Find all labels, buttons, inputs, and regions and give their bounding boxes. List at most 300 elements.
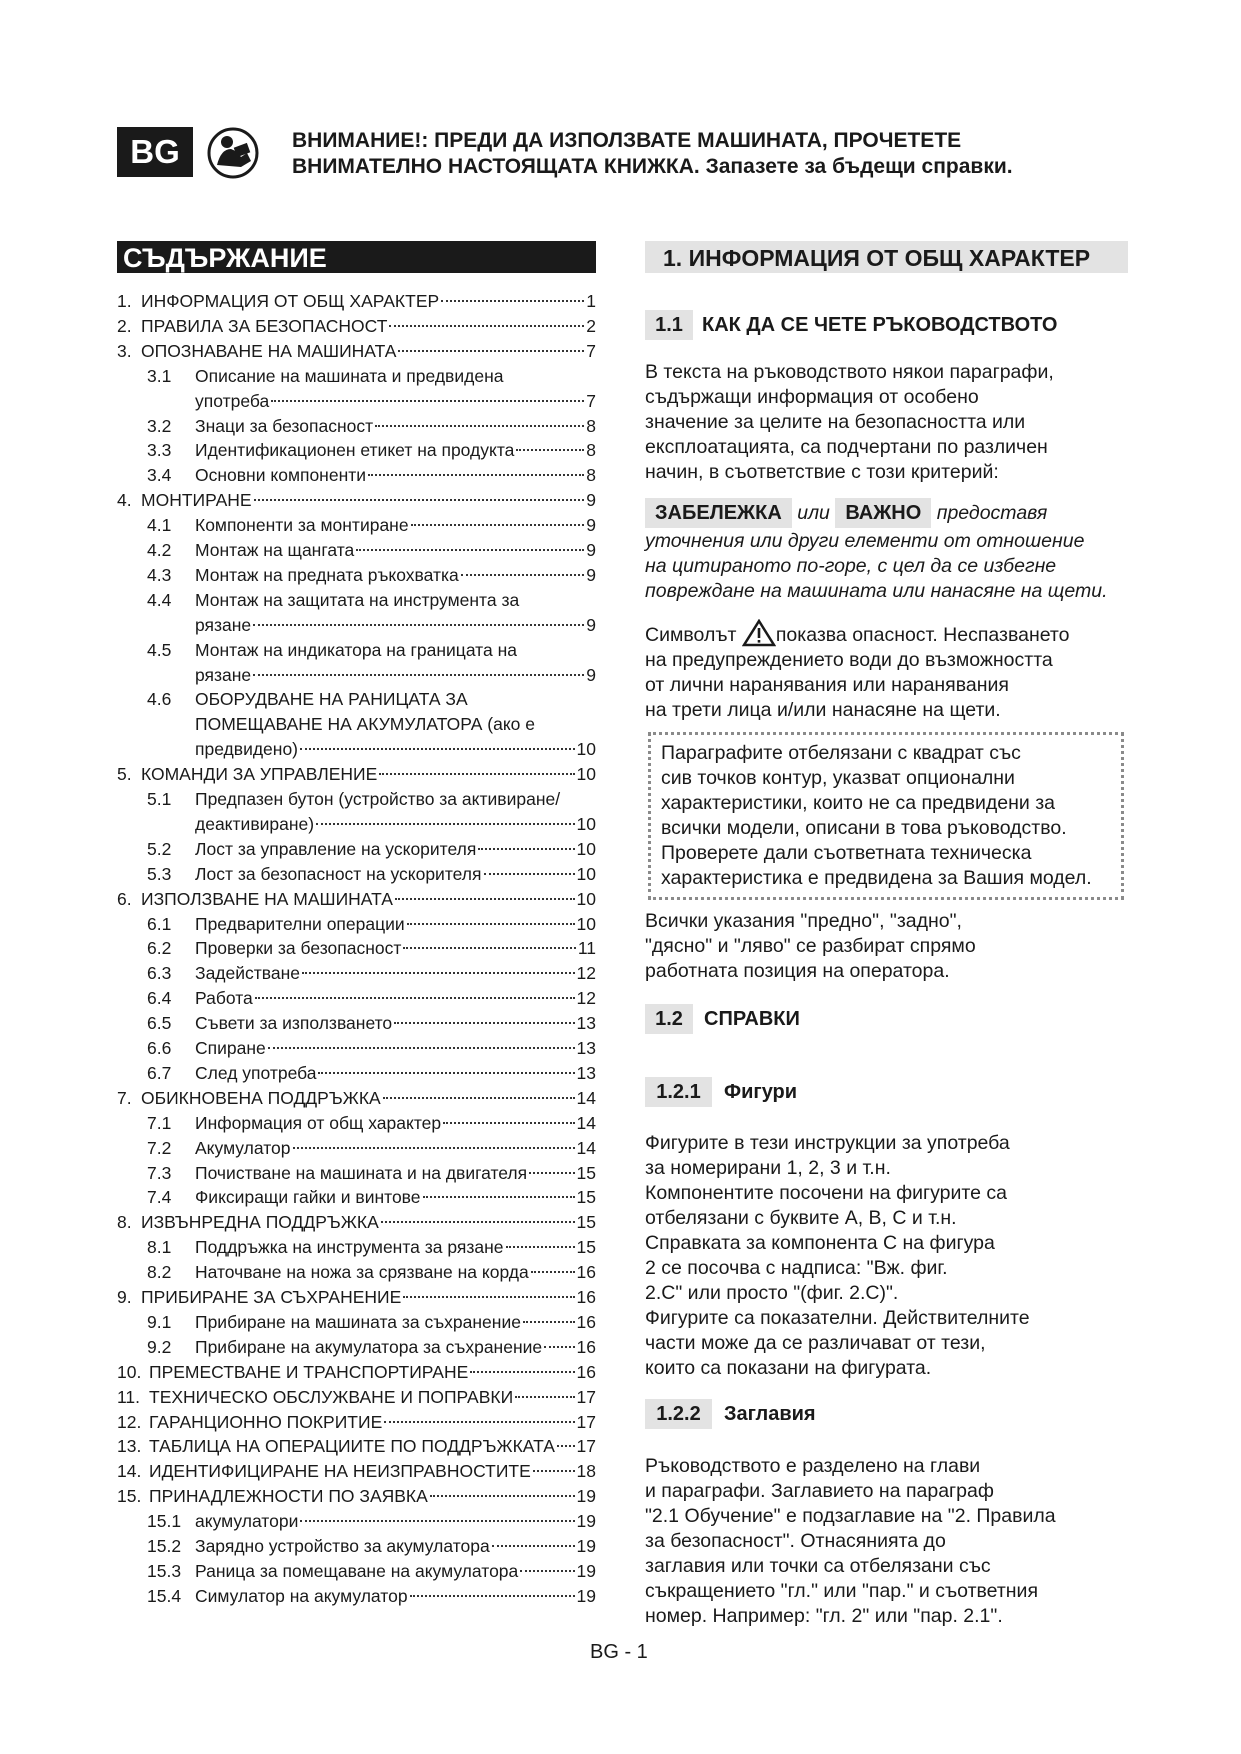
toc-entry-page: 9 xyxy=(586,614,596,635)
subsection-1-1-title: КАК ДА СЕ ЧЕТЕ РЪКОВОДСТВОТО xyxy=(702,314,1058,336)
toc-entry-label: Монтаж на защитата на инструмента за xyxy=(195,589,520,610)
toc-entry[interactable] xyxy=(147,414,596,438)
toc-entry-number: 6. xyxy=(117,888,132,909)
text-line: от лични наранявания или наранявания xyxy=(645,674,1009,696)
warning-triangle-icon xyxy=(742,619,776,647)
toc-entry-label: рязане xyxy=(195,614,252,635)
toc-entry-label: Симулатор на акумулатор xyxy=(195,1585,408,1606)
danger-symbol-paragraph xyxy=(645,619,1145,723)
text-line: начин, в съответствие с този критерий: xyxy=(645,461,999,483)
toc-leader-dots xyxy=(407,923,575,925)
toc-entry-number: 1. xyxy=(117,291,132,311)
toc-leader-dots xyxy=(523,1321,575,1323)
symbol-before: Символът xyxy=(645,624,737,646)
toc-leader-dots xyxy=(394,1022,574,1024)
toc-entry[interactable] xyxy=(117,887,596,911)
toc-entry[interactable] xyxy=(117,762,596,786)
toc-leader-dots xyxy=(443,1122,574,1124)
toc-leader-dots xyxy=(529,1172,574,1174)
text-line: Проверете дали съответната техническа xyxy=(661,842,1032,864)
toc-entry-number: 4.4 xyxy=(147,589,172,610)
toc-leader-dots xyxy=(423,1196,575,1198)
toc-entry-page: 19 xyxy=(576,1560,596,1581)
toc-entry-number: 3.3 xyxy=(147,440,172,461)
toc-leader-dots xyxy=(268,1047,575,1049)
toc-entry[interactable] xyxy=(147,364,596,388)
toc-entry-label: ОБОРУДВАНЕ НА РАНИЦАТА ЗА xyxy=(195,689,468,710)
toc-entry[interactable] xyxy=(147,538,596,562)
toc-entry[interactable] xyxy=(147,1136,596,1160)
toc-entry-number: 6.6 xyxy=(147,1038,172,1058)
toc-leader-dots xyxy=(484,873,575,875)
toc-entry-page: 9 xyxy=(586,515,596,536)
text-line: Параграфите отбелязани с квадрат със xyxy=(661,742,1021,764)
toc-entry-page: 10 xyxy=(576,838,596,859)
toc-entry-label: употреба xyxy=(195,390,270,411)
toc-entry-number: 6.5 xyxy=(147,1013,172,1034)
toc-leader-dots xyxy=(411,524,585,526)
toc-entry-label: Идентификационен етикет на продукта xyxy=(195,440,515,461)
toc-entry[interactable] xyxy=(147,1235,596,1259)
toc-entry[interactable] xyxy=(147,1185,596,1209)
toc-entry[interactable] xyxy=(117,1086,596,1110)
toc-entry[interactable] xyxy=(195,712,596,736)
toc-entry-page: 10 xyxy=(576,863,596,884)
toc-entry[interactable] xyxy=(147,936,596,960)
toc-entry-page: 10 xyxy=(576,764,596,785)
toc-leader-dots xyxy=(300,1520,574,1522)
toc-entry-label: Поддръжка на инструмента за рязане xyxy=(195,1237,504,1258)
toc-entry-page: 10 xyxy=(576,813,596,834)
toc-entry-page: 11 xyxy=(577,938,596,959)
toc-entry-page: 12 xyxy=(576,988,596,1009)
text-line: които са показани на фигурата. xyxy=(645,1357,932,1379)
toc-entry-page: 18 xyxy=(576,1461,596,1482)
toc-entry-page: 1 xyxy=(586,291,596,311)
toc-entry-number: 5. xyxy=(117,764,132,785)
toc-leader-dots xyxy=(430,1495,575,1497)
toc-entry-label: Информация от общ характер xyxy=(195,1112,442,1133)
toc-entry-page: 13 xyxy=(576,1013,596,1034)
toc-entry[interactable] xyxy=(147,1335,596,1359)
toc-entry-number: 2. xyxy=(117,315,132,336)
toc-entry-page: 19 xyxy=(576,1536,596,1556)
toc-entry-page: 10 xyxy=(576,913,596,934)
toc-entry-page: 16 xyxy=(576,1311,596,1332)
toc-leader-dots xyxy=(389,325,584,327)
toc-entry[interactable] xyxy=(147,438,596,462)
toc-entry-number: 9.1 xyxy=(147,1311,172,1332)
toc-entry[interactable] xyxy=(117,1360,596,1384)
toc-leader-dots xyxy=(254,499,585,501)
toc-entry-page: 12 xyxy=(576,963,596,984)
note-or: или xyxy=(797,502,830,524)
toc-entry[interactable] xyxy=(147,463,596,487)
toc-entry-number: 3. xyxy=(117,340,132,361)
warning-line-2: ВНИМАТЕЛНО НАСТОЯЩАТА КНИЖКА. Запазете за бъдещи справки. xyxy=(292,155,1013,178)
text-line: съкращението "гл." или "пар." и съответния xyxy=(645,1580,1038,1602)
toc-entry-page: 9 xyxy=(586,664,596,685)
toc-entry-label: Акумулатор xyxy=(195,1137,291,1158)
text-line: части може да се различават от тези, xyxy=(645,1332,986,1354)
toc-leader-dots xyxy=(403,947,575,949)
toc-entry[interactable] xyxy=(147,1534,596,1558)
toc-entry-page: 17 xyxy=(576,1386,596,1407)
toc-entry-label: ИЗПОЛЗВАНЕ НА МАШИНАТА xyxy=(141,888,393,909)
toc-entry[interactable] xyxy=(147,563,596,587)
toc-entry-number: 9.2 xyxy=(147,1336,172,1357)
toc-entry-page: 10 xyxy=(576,888,596,909)
titles-paragraph xyxy=(645,1454,1145,1629)
toc-entry-label: Раница за помещаване на акумулатора xyxy=(195,1560,519,1581)
toc-entry-number: 4.6 xyxy=(147,689,172,710)
toc-leader-dots xyxy=(271,400,584,402)
toc-entry-page: 14 xyxy=(576,1087,596,1108)
toc-leader-dots xyxy=(410,1595,575,1597)
toc-entry-label: КОМАНДИ ЗА УПРАВЛЕНИЕ xyxy=(141,764,378,785)
text-line: 2 се посочва с надписа: "Вж. фиг. xyxy=(645,1257,948,1279)
toc-entry[interactable] xyxy=(117,1459,596,1483)
toc-entry-page: 10 xyxy=(576,739,596,760)
toc-leader-dots xyxy=(293,1147,575,1149)
toc-entry-number: 6.4 xyxy=(147,988,172,1009)
toc-entry[interactable] xyxy=(147,787,596,811)
text-line: за номерирани 1, 2, 3 и т.н. xyxy=(645,1157,891,1179)
toc-entry-number: 6.7 xyxy=(147,1062,172,1083)
toc-entry-page: 13 xyxy=(576,1062,596,1083)
toc-leader-dots xyxy=(516,449,584,451)
toc-entry-label: ТЕХНИЧЕСКО ОБСЛУЖВАНЕ И ПОПРАВКИ xyxy=(149,1386,514,1407)
toc-entry-label: Задействане xyxy=(195,963,301,984)
toc-entry[interactable] xyxy=(117,289,596,313)
toc-leader-dots xyxy=(557,1445,575,1447)
toc-entry[interactable] xyxy=(117,339,596,363)
toc-entry-page: 16 xyxy=(576,1262,596,1283)
toc-entry-number: 5.2 xyxy=(147,838,172,859)
page-number: BG - 1 xyxy=(590,1641,648,1663)
toc-entry[interactable] xyxy=(147,1061,596,1085)
text-line: характеристики, които не са предвидени за xyxy=(661,792,1055,814)
toc-entry-number: 11. xyxy=(117,1386,141,1407)
toc-entry-label: След употреба xyxy=(195,1062,317,1083)
note-tag: ЗАБЕЛЕЖКА xyxy=(645,498,792,528)
toc-entry-number: 3.2 xyxy=(147,415,172,436)
toc-entry-label: Зарядно устройство за акумулатора xyxy=(195,1536,490,1556)
toc-leader-dots xyxy=(356,549,584,551)
toc-entry-number: 4.1 xyxy=(147,515,172,536)
toc-leader-dots xyxy=(403,1296,574,1298)
toc-leader-dots xyxy=(441,300,584,302)
safety-warning xyxy=(292,128,1152,180)
toc-leader-dots xyxy=(515,1396,574,1398)
toc-leader-dots xyxy=(375,425,584,427)
toc-entry[interactable] xyxy=(147,1161,596,1185)
toc-entry-page: 15 xyxy=(576,1162,596,1183)
text-line: експлоатацията, са подчертани по различен xyxy=(645,436,1048,458)
text-line: и параграфи. Заглавието на параграф xyxy=(645,1480,994,1502)
important-tag: ВАЖНО xyxy=(835,498,931,528)
toc-entry-number: 10. xyxy=(117,1361,142,1382)
toc-entry-label: ГАРАНЦИОННО ПОКРИТИЕ xyxy=(149,1411,383,1432)
intro-paragraph xyxy=(645,360,1145,485)
toc-entry-number: 7.1 xyxy=(147,1112,172,1133)
toc-entry[interactable] xyxy=(147,513,596,537)
toc-entry-number: 5.3 xyxy=(147,863,172,884)
text-line: Фигурите в тези инструкции за употреба xyxy=(645,1132,1010,1154)
text-line: повреждане на машината или нанасяне на щети. xyxy=(645,580,1108,602)
language-badge: BG xyxy=(117,127,193,177)
toc-leader-dots xyxy=(384,1421,574,1423)
toc-entry-number: 13. xyxy=(117,1436,142,1457)
toc-leader-dots xyxy=(318,1072,574,1074)
toc-entry[interactable] xyxy=(117,1434,596,1458)
toc-entry-label: Монтаж на щангата xyxy=(195,540,355,560)
toc-entry-number: 4.2 xyxy=(147,540,172,560)
toc-entry[interactable] xyxy=(147,1111,596,1135)
toc-leader-dots xyxy=(316,823,574,825)
toc-entry-number: 4.3 xyxy=(147,564,172,585)
toc-entry-label: Прибиране на машината за съхранение xyxy=(195,1311,521,1332)
text-line: Ръководството е разделено на глави xyxy=(645,1455,981,1477)
text-line: "дясно" и "ляво" се разбират спрямо xyxy=(645,935,976,957)
toc-entry-label: Фиксиращи гайки и винтове xyxy=(195,1187,421,1208)
text-line: уточнения или други елементи от отношение xyxy=(645,530,1085,552)
toc-entry-number: 7.3 xyxy=(147,1162,172,1183)
toc-entry-label: ОПОЗНАВАНЕ НА МАШИНАТА xyxy=(141,340,397,361)
toc-entry[interactable] xyxy=(117,1385,596,1409)
toc-entry[interactable] xyxy=(147,588,596,612)
toc-entry-label: ТАБЛИЦА НА ОПЕРАЦИИТЕ ПО ПОДДРЪЖКАТА xyxy=(149,1436,555,1457)
toc-entry[interactable] xyxy=(147,1036,596,1060)
toc-entry[interactable] xyxy=(195,613,596,637)
toc-entry-number: 4. xyxy=(117,490,132,511)
toc-leader-dots xyxy=(492,1545,575,1547)
toc-leader-dots xyxy=(368,474,584,476)
toc-entry-number: 7.4 xyxy=(147,1187,172,1208)
subsection-1-2-number: 1.2 xyxy=(645,1004,693,1034)
toc-entry[interactable] xyxy=(195,812,596,836)
toc-entry[interactable] xyxy=(117,314,596,338)
subsection-1-2-2-title: Заглавия xyxy=(724,1403,816,1425)
text-line: отбелязани с буквите A, B, C и т.н. xyxy=(645,1207,957,1229)
figures-paragraph xyxy=(645,1131,1145,1381)
toc-entry[interactable] xyxy=(147,961,596,985)
note-after: предоставя xyxy=(936,502,1048,524)
toc-entry-page: 14 xyxy=(576,1112,596,1133)
text-line: характеристика е предвидена за Вашия модел. xyxy=(661,867,1092,889)
toc-entry[interactable] xyxy=(147,1509,596,1533)
symbol-after: показва опасност. Неспазването xyxy=(775,624,1070,646)
toc-entry-label: ПРЕМЕСТВАНЕ И ТРАНСПОРТИРАНЕ xyxy=(149,1361,469,1382)
toc-entry-number: 6.3 xyxy=(147,963,172,984)
toc-entry-number: 15.3 xyxy=(147,1560,182,1581)
toc-entry[interactable] xyxy=(147,986,596,1010)
toc-entry-number: 15.2 xyxy=(147,1536,182,1556)
toc-entry-page: 17 xyxy=(576,1436,596,1457)
text-line: Компонентите посочени на фигурите са xyxy=(645,1182,1007,1204)
toc-entry-label: Лост за безопасност на ускорителя xyxy=(195,863,482,884)
toc-entry-number: 6.1 xyxy=(147,913,172,934)
text-line: на цитираното по-горе, с цел да се избегне xyxy=(645,555,1057,577)
text-line: 2.C" или просто "(фиг. 2.C)". xyxy=(645,1282,899,1304)
toc-entry-number: 14. xyxy=(117,1461,142,1482)
subsection-1-1-number: 1.1 xyxy=(645,310,693,340)
toc-entry-label: деактивиране) xyxy=(195,813,315,834)
subsection-1-2-1-number: 1.2.1 xyxy=(645,1077,712,1107)
optional-features-box xyxy=(648,732,1124,900)
text-line: работната позиция на оператора. xyxy=(645,960,950,982)
text-line: Всички указания "предно", "задно", xyxy=(645,910,962,932)
toc-leader-dots xyxy=(461,574,584,576)
toc-entry[interactable] xyxy=(117,1210,596,1234)
toc-entry-page: 19 xyxy=(576,1486,596,1507)
toc-entry-label: Знаци за безопасност xyxy=(195,415,374,436)
toc-entry[interactable] xyxy=(147,1310,596,1334)
toc-entry[interactable] xyxy=(147,912,596,936)
toc-entry[interactable] xyxy=(147,1011,596,1035)
toc-entry-number: 6.2 xyxy=(147,938,172,959)
toc-entry[interactable] xyxy=(195,737,596,761)
toc-entry-label: ПРАВИЛА ЗА БЕЗОПАСНОСТ xyxy=(141,315,388,336)
toc-entry-page: 15 xyxy=(576,1237,596,1258)
text-line: В текста на ръководството някои параграфи, xyxy=(645,361,1054,383)
toc-entry-page: 8 xyxy=(586,440,596,461)
toc-entry-page: 7 xyxy=(586,390,596,411)
toc-entry[interactable] xyxy=(147,687,596,711)
toc-entry-label: Основни компоненти xyxy=(195,465,367,486)
toc-entry-label: акумулатори xyxy=(195,1511,299,1532)
toc-entry[interactable] xyxy=(147,862,596,886)
toc-entry-page: 8 xyxy=(586,465,596,486)
toc-entry-number: 8.1 xyxy=(147,1237,172,1258)
toc-entry-label: Прибиране на акумулатора за съхранение xyxy=(195,1336,543,1357)
toc-entry-number: 3.4 xyxy=(147,465,172,486)
toc-leader-dots xyxy=(533,1470,575,1472)
toc-leader-dots xyxy=(255,997,575,999)
toc-leader-dots xyxy=(520,1570,574,1572)
toc-entry[interactable] xyxy=(147,1559,596,1583)
text-line: "2.1 Обучение" е подзаглавие на "2. Правила xyxy=(645,1505,1056,1527)
toc-entry-label: ПРИНАДЛЕЖНОСТИ ПО ЗАЯВКА xyxy=(149,1486,428,1507)
toc-entry[interactable] xyxy=(195,389,596,413)
toc-entry-page: 13 xyxy=(576,1038,596,1058)
subsection-1-2-title: СПРАВКИ xyxy=(704,1008,800,1030)
toc-entry-label: ПОМЕЩАВАНЕ НА АКУМУЛАТОРА (ако е xyxy=(195,714,536,735)
toc-entry-page: 9 xyxy=(586,490,596,511)
directions-paragraph xyxy=(645,909,1145,984)
text-line: съдържащи информация от особено xyxy=(645,386,979,408)
text-line: на предупреждението води до възможността xyxy=(645,649,1053,671)
toc-entry[interactable] xyxy=(117,1484,596,1508)
note-legend xyxy=(645,498,1145,528)
toc-entry-label: Описание на машината и предвидена xyxy=(195,365,504,386)
toc-entry-label: ИНФОРМАЦИЯ ОТ ОБЩ ХАРАКТЕР xyxy=(141,291,440,311)
warning-line-1: ВНИМАНИЕ!: ПРЕДИ ДА ИЗПОЛЗВАТЕ МАШИНАТА, ПРОЧЕТЕТЕ xyxy=(292,129,962,152)
toc-entry-number: 12. xyxy=(117,1411,142,1432)
toc-entry[interactable] xyxy=(117,1410,596,1434)
toc-leader-dots xyxy=(253,674,584,676)
toc-leader-dots xyxy=(398,350,584,352)
text-line: заглавия или точки са отбелязани със xyxy=(645,1555,991,1577)
toc-entry-page: 16 xyxy=(576,1361,596,1382)
text-line: Справката за компонента C на фигура xyxy=(645,1232,995,1254)
text-line: за безопасност". Отнасянията до xyxy=(645,1530,946,1552)
text-line: значение за целите на безопасността или xyxy=(645,411,1026,433)
text-line: на трети лица и/или нанасяне на щети. xyxy=(645,699,1001,721)
toc-entry[interactable] xyxy=(147,1584,596,1608)
toc-entry-page: 2 xyxy=(586,315,596,336)
toc-entry-number: 3.1 xyxy=(147,365,172,386)
toc-entry[interactable] xyxy=(147,1260,596,1284)
toc-leader-dots xyxy=(506,1246,575,1248)
text-line: Фигурите са показателни. Действителните xyxy=(645,1307,1030,1329)
toc-entry-page: 16 xyxy=(576,1287,596,1307)
toc-entry[interactable] xyxy=(147,837,596,861)
subsection-1-2-1-title: Фигури xyxy=(724,1081,798,1103)
subsection-1-2-2-number: 1.2.2 xyxy=(645,1399,712,1429)
toc-entry-number: 15.4 xyxy=(147,1585,182,1606)
toc-entry[interactable] xyxy=(117,1285,596,1309)
toc-entry-number: 5.1 xyxy=(147,789,172,809)
toc-entry-page: 19 xyxy=(576,1585,596,1606)
toc-entry-page: 8 xyxy=(586,415,596,436)
toc-entry-number: 8. xyxy=(117,1212,132,1233)
note-paragraph xyxy=(645,529,1145,604)
toc-entry-label: Работа xyxy=(195,988,253,1009)
toc-entry-number: 15. xyxy=(117,1486,142,1507)
toc-entry-label: Почистване на машината и на двигателя xyxy=(195,1162,528,1183)
toc-entry-label: Спиране xyxy=(195,1038,266,1058)
toc-entry-number: 7.2 xyxy=(147,1137,172,1158)
toc-entry[interactable] xyxy=(195,663,596,687)
toc-leader-dots xyxy=(470,1371,574,1373)
toc-entry-label: предвидено) xyxy=(195,739,299,760)
toc-entry-label: рязане xyxy=(195,664,252,685)
toc-entry-page: 17 xyxy=(576,1411,596,1432)
toc-entry-page: 7 xyxy=(586,340,596,361)
toc-entry[interactable] xyxy=(147,638,596,662)
toc-leader-dots xyxy=(478,848,574,850)
toc-entry-page: 15 xyxy=(576,1212,596,1233)
toc-entry-label: Проверки за безопасност xyxy=(195,938,402,959)
toc-entry-number: 9. xyxy=(117,1287,132,1307)
toc-entry-label: ОБИКНОВЕНА ПОДДРЪЖКА xyxy=(141,1087,381,1108)
toc-entry-label: Лост за управление на ускорителя xyxy=(195,838,477,859)
toc-leader-dots xyxy=(381,1221,575,1223)
read-manual-icon xyxy=(207,127,259,179)
text-line: сив точков контур, указват опционални xyxy=(661,767,1015,789)
toc-entry-label: ИЗВЪНРЕДНА ПОДДРЪЖКА xyxy=(141,1212,379,1233)
toc-leader-dots xyxy=(253,624,584,626)
toc-entry-number: 15.1 xyxy=(147,1511,182,1532)
toc-entry-page: 14 xyxy=(576,1137,596,1158)
text-line: номер. Например: "гл. 2" или "пар. 2.1". xyxy=(645,1605,1003,1627)
toc-leader-dots xyxy=(379,773,574,775)
toc-entry-page: 15 xyxy=(576,1187,596,1208)
toc-leader-dots xyxy=(544,1346,574,1348)
toc-entry-page: 9 xyxy=(586,540,596,560)
toc-leader-dots xyxy=(531,1271,575,1273)
toc-entry-label: ИДЕНТИФИЦИРАНЕ НА НЕИЗПРАВНОСТИТЕ xyxy=(149,1461,531,1482)
toc-leader-dots xyxy=(300,748,575,750)
toc-entry[interactable] xyxy=(117,488,596,512)
section-1-title: 1. ИНФОРМАЦИЯ ОТ ОБЩ ХАРАКТЕР xyxy=(645,241,1128,273)
toc-entry-label: МОНТИРАНЕ xyxy=(141,490,252,511)
toc-entry-label: Монтаж на индикатора на границата на xyxy=(195,639,517,660)
toc-entry-label: Наточване на ножа за срязване на корда xyxy=(195,1262,529,1283)
toc-entry-label: Компоненти за монтиране xyxy=(195,515,409,536)
toc-leader-dots xyxy=(383,1097,575,1099)
